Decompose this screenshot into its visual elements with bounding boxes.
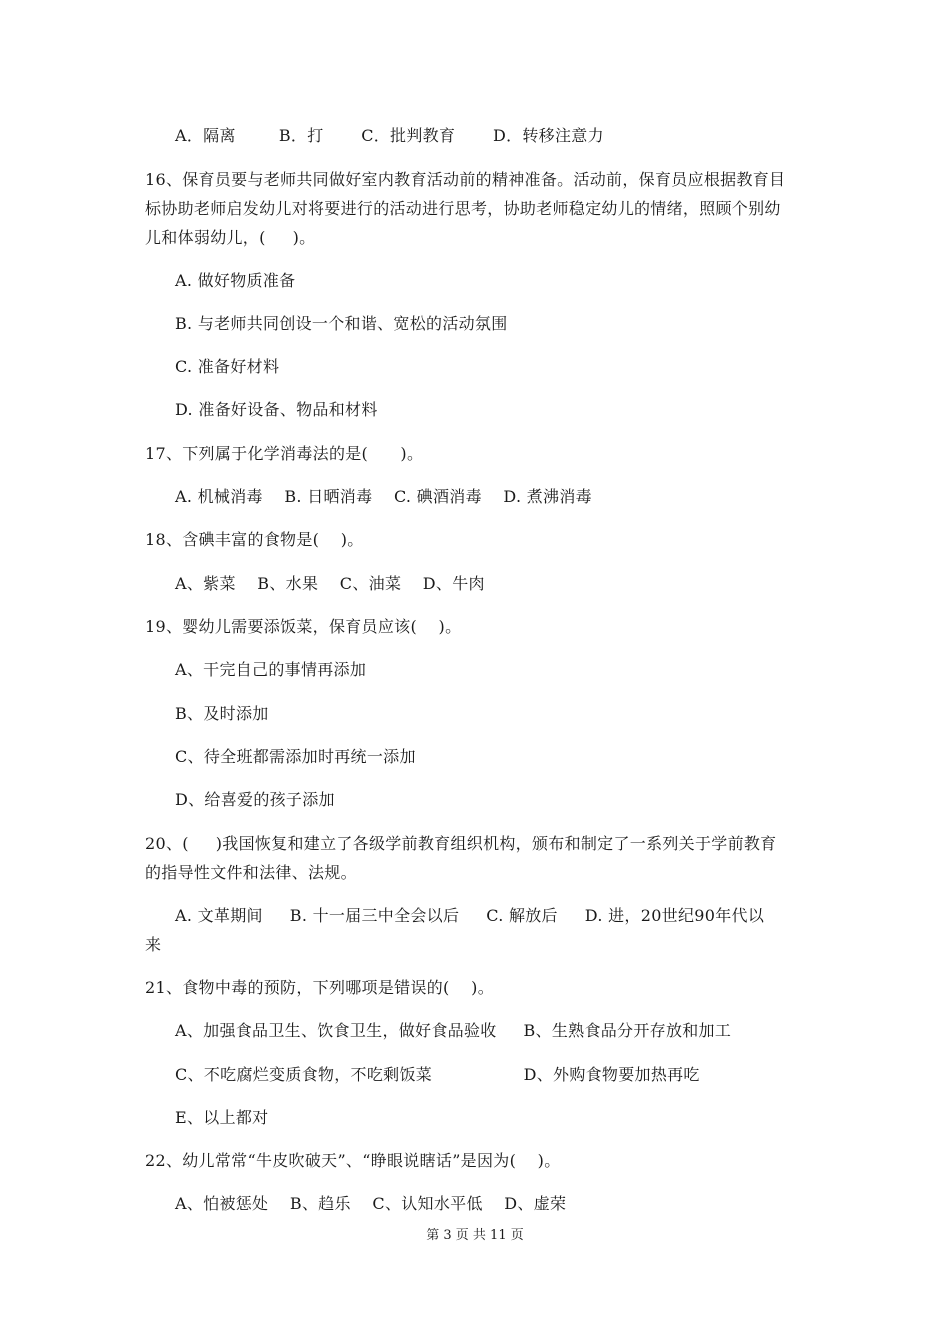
q16-option-c: C. 准备好材料 xyxy=(175,357,280,376)
q21-option-e: E、以上都对 xyxy=(175,1108,269,1127)
q22-question: 22、幼儿常常“牛皮吹破天”、“睁眼说瞎话”是因为( )。 xyxy=(145,1151,561,1170)
q16-question-line-1: 16、保育员要与老师共同做好室内教育活动前的精神准备。活动前，保育员应根据教育目 xyxy=(145,170,786,189)
q18-options: A、紫菜 B、水果 C、油菜 D、牛肉 xyxy=(175,574,485,593)
q20-question-line-2: 的指导性文件和法律、法规。 xyxy=(145,863,357,882)
q21-options-cd: C、不吃腐烂变质食物，不吃剩饭菜 D、外购食物要加热再吃 xyxy=(175,1065,700,1084)
q16-option-a: A. 做好物质准备 xyxy=(175,271,296,290)
q19-option-a: A、干完自己的事情再添加 xyxy=(175,660,367,679)
q21-question: 21、食物中毒的预防，下列哪项是错误的( )。 xyxy=(145,978,494,997)
q16-option-d: D. 准备好设备、物品和材料 xyxy=(175,400,378,419)
q18-question: 18、含碘丰富的食物是( )。 xyxy=(145,530,364,549)
q15-options: A．隔离 B．打 C．批判教育 D．转移注意力 xyxy=(175,126,604,145)
q19-option-b: B、及时添加 xyxy=(175,704,269,723)
q16-option-b: B. 与老师共同创设一个和谐、宽松的活动氛围 xyxy=(175,314,508,333)
q20-options: A. 文革期间 B. 十一届三中全会以后 C. 解放后 D. 进，20世纪90年代以 xyxy=(175,906,765,925)
q20-question-line-1: 20、( )我国恢复和建立了各级学前教育组织机构，颁布和制定了一系列关于学前教育 xyxy=(145,834,777,853)
q19-option-c: C、待全班都需添加时再统一添加 xyxy=(175,747,416,766)
q22-options: A、怕被惩处 B、趋乐 C、认知水平低 D、虚荣 xyxy=(175,1194,567,1213)
q20-options-wrap: 来 xyxy=(145,935,162,954)
q19-question: 19、婴幼儿需要添饭菜，保育员应该( )。 xyxy=(145,617,462,636)
q16-question-line-3: 儿和体弱幼儿，( )。 xyxy=(145,228,316,247)
q21-options-ab: A、加强食品卫生、饮食卫生，做好食品验收 B、生熟食品分开存放和加工 xyxy=(175,1021,732,1040)
q17-options: A. 机械消毒 B. 日晒消毒 C. 碘酒消毒 D. 煮沸消毒 xyxy=(175,487,592,506)
page-number-footer: 第 3 页 共 11 页 xyxy=(426,1228,524,1243)
q16-question-line-2: 标协助老师启发幼儿对将要进行的活动进行思考，协助老师稳定幼儿的情绪，照顾个别幼 xyxy=(145,199,781,218)
q17-question: 17、下列属于化学消毒法的是( )。 xyxy=(145,444,424,463)
q19-option-d: D、给喜爱的孩子添加 xyxy=(175,790,335,809)
